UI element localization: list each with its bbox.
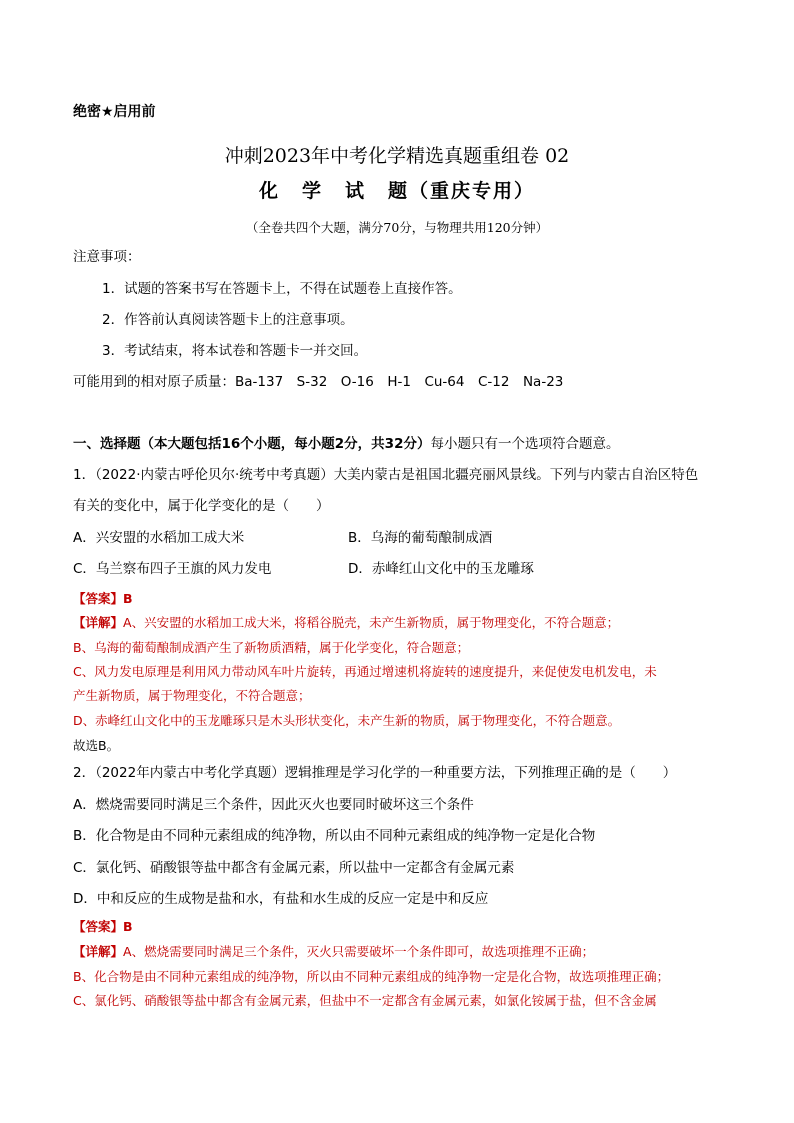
q1-stem-line1: 1．（2022·内蒙古呼伦贝尔·统考中考真题）大美内蒙古是祖国北疆亮丽风景线。下列与内蒙古自治区特色 bbox=[73, 467, 699, 483]
q1-detail-label: 【详解】 bbox=[73, 615, 124, 630]
exam-subtitle: （全卷共四个大题，满分70分，与物理共用120分钟） bbox=[245, 220, 549, 235]
q1-stem-line2: 有关的变化中，属于化学变化的是（ ） bbox=[73, 498, 330, 514]
note-item-2: 2．作答前认真阅读答题卡上的注意事项。 bbox=[102, 312, 354, 328]
note-item-3: 3．考试结束，将本试卷和答题卡一并交回。 bbox=[102, 343, 368, 359]
q1-detail-c-line1: C、风力发电原理是利用风力带动风车叶片旋转，再通过增速机将旋转的速度提升，来促使发电机发电，未 bbox=[73, 664, 657, 679]
subject-char-1: 化 bbox=[258, 180, 280, 202]
subject-char-4: 题（重庆专用） bbox=[388, 180, 536, 202]
q2-detail-a bbox=[73, 946, 594, 960]
section-heading-rest: 每小题只有一个选项符合题意。 bbox=[430, 436, 620, 452]
q1-conclusion: 故选B。 bbox=[73, 738, 120, 753]
q2-detail-a-text: A、燃烧需要同时满足三个条件，灭火只需要破坏一个条件即可，故选项推理不正确； bbox=[123, 944, 595, 959]
q1-option-b: B．乌海的葡萄酿制成酒 bbox=[348, 530, 493, 546]
subject-char-3: 试 bbox=[345, 180, 367, 202]
subject-char-2: 学 bbox=[301, 180, 323, 202]
exam-title: 冲刺2023年中考化学精选真题重组卷 02 bbox=[224, 145, 570, 167]
q1-answer bbox=[73, 593, 133, 607]
q2-option-d: D．中和反应的生成物是盐和水，有盐和水生成的反应一定是中和反应 bbox=[73, 891, 489, 907]
atomic-mass-line: 可能用到的相对原子质量：Ba-137 S-32 O-16 H-1 Cu-64 C-12 Na-23 bbox=[73, 374, 564, 390]
q2-answer-label: 【答案】 bbox=[73, 919, 124, 934]
q1-detail-c-line2: 产生新物质，属于物理变化，不符合题意； bbox=[73, 688, 311, 703]
q1-answer-value: B bbox=[123, 591, 133, 606]
secret-label: 绝密★启用前 bbox=[73, 104, 156, 120]
q2-stem: 2．（2022年内蒙古中考化学真题）逻辑推理是学习化学的一种重要方法，下列推理正确的是（ ） bbox=[73, 765, 677, 781]
q1-detail-a-text: A、兴安盟的水稻加工成大米，将稻谷脱壳，未产生新物质，属于物理变化，不符合题意； bbox=[123, 615, 620, 630]
notes-heading: 注意事项： bbox=[73, 249, 141, 265]
q1-option-c: C．乌兰察布四子王旗的风力发电 bbox=[73, 561, 272, 577]
q2-detail-label: 【详解】 bbox=[73, 944, 124, 959]
q2-answer bbox=[73, 921, 133, 935]
q2-option-c: C．氯化钙、硝酸银等盐中都含有金属元素，所以盐中一定都含有金属元素 bbox=[73, 860, 515, 876]
section-heading bbox=[73, 438, 619, 452]
q2-detail-b: B、化合物是由不同种元素组成的纯净物，所以由不同种元素组成的纯净物一定是化合物，故选项推理正确； bbox=[73, 969, 670, 984]
q1-detail-d: D、赤峰红山文化中的玉龙雕琢只是木头形状变化，未产生新的物质，属于物理变化，不符合题意。 bbox=[73, 713, 621, 728]
q2-option-b: B．化合物是由不同种元素组成的纯净物，所以由不同种元素组成的纯净物一定是化合物 bbox=[73, 828, 596, 844]
q1-detail-b: B、乌海的葡萄酿制成酒产生了新物质酒精，属于化学变化，符合题意； bbox=[73, 640, 470, 655]
section-heading-score: （本大题包括16个小题，每小题2分，共32分） bbox=[140, 436, 431, 452]
q1-detail-a bbox=[73, 617, 619, 631]
q1-option-d: D．赤峰红山文化中的玉龙雕琢 bbox=[348, 561, 534, 577]
q1-option-a: A．兴安盟的水稻加工成大米 bbox=[73, 530, 245, 546]
q1-answer-label: 【答案】 bbox=[73, 591, 124, 606]
note-item-1: 1．试题的答案书写在答题卡上，不得在试题卷上直接作答。 bbox=[102, 281, 462, 297]
section-heading-title: 一、选择题 bbox=[73, 436, 141, 452]
q2-option-a: A．燃烧需要同时满足三个条件，因此灭火也要同时破坏这三个条件 bbox=[73, 797, 474, 813]
subject-title bbox=[0, 176, 794, 203]
q2-detail-c: C、氯化钙、硝酸银等盐中都含有金属元素，但盐中不一定都含有金属元素，如氯化铵属于盐，但不含金属 bbox=[73, 993, 657, 1008]
q2-answer-value: B bbox=[123, 919, 133, 934]
